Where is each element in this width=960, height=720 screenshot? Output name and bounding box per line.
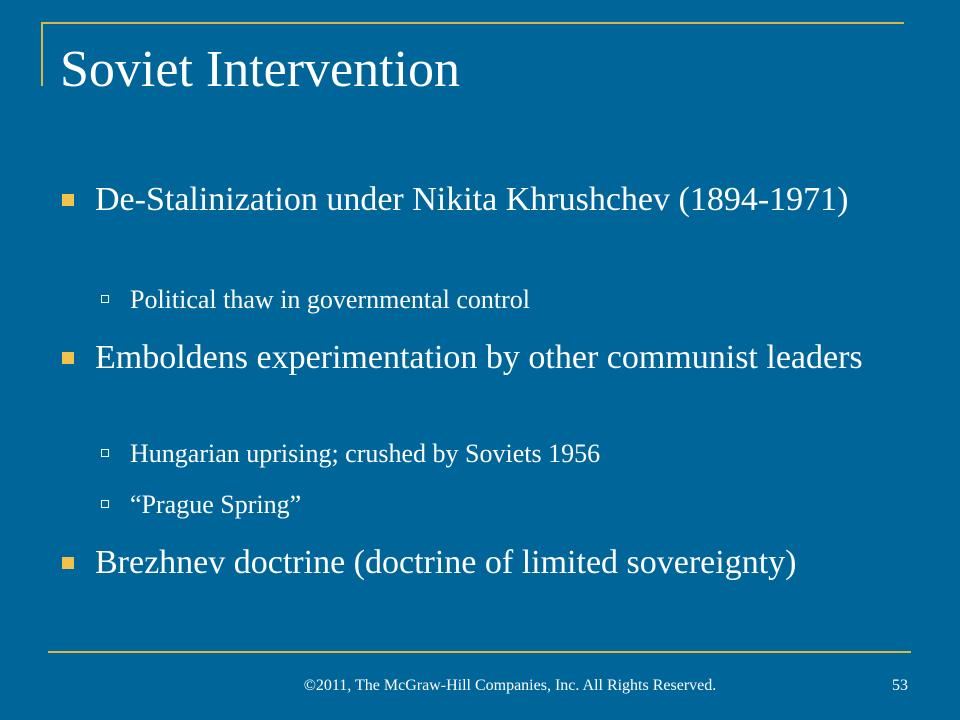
bullet-item (95, 179, 895, 221)
sub-bullet-text: “Prague Spring” (130, 490, 302, 519)
page-number: 53 (892, 677, 908, 694)
square-bullet-icon (62, 557, 74, 569)
copyright-text: ©2011, The McGraw-Hill Companies, Inc. All Rights Reserved. (303, 677, 717, 694)
sub-bullet-text: Hungarian uprising; crushed by Soviets 1956 (130, 439, 601, 468)
slide-title: Soviet Intervention (60, 41, 461, 98)
sub-bullet-text: Political thaw in governmental control (130, 285, 531, 314)
square-bullet-icon (62, 194, 74, 206)
hollow-square-bullet-icon (101, 449, 109, 457)
bottom-rule (48, 651, 911, 653)
sub-bullet-item (130, 438, 890, 470)
sub-bullet-item (130, 489, 890, 521)
bullet-text: Emboldens experimentation by other communist leaders (95, 339, 863, 376)
sub-bullet-item (130, 284, 890, 316)
bullet-text: Brezhnev doctrine (doctrine of limited sovereignty) (95, 544, 797, 581)
bullet-item (95, 337, 895, 379)
hollow-square-bullet-icon (101, 500, 109, 508)
square-bullet-icon (62, 352, 74, 364)
bullet-item (95, 542, 895, 584)
hollow-square-bullet-icon (101, 295, 109, 303)
bullet-text: De-Stalinization under Nikita Khrushchev (1894-1971) (95, 181, 849, 218)
